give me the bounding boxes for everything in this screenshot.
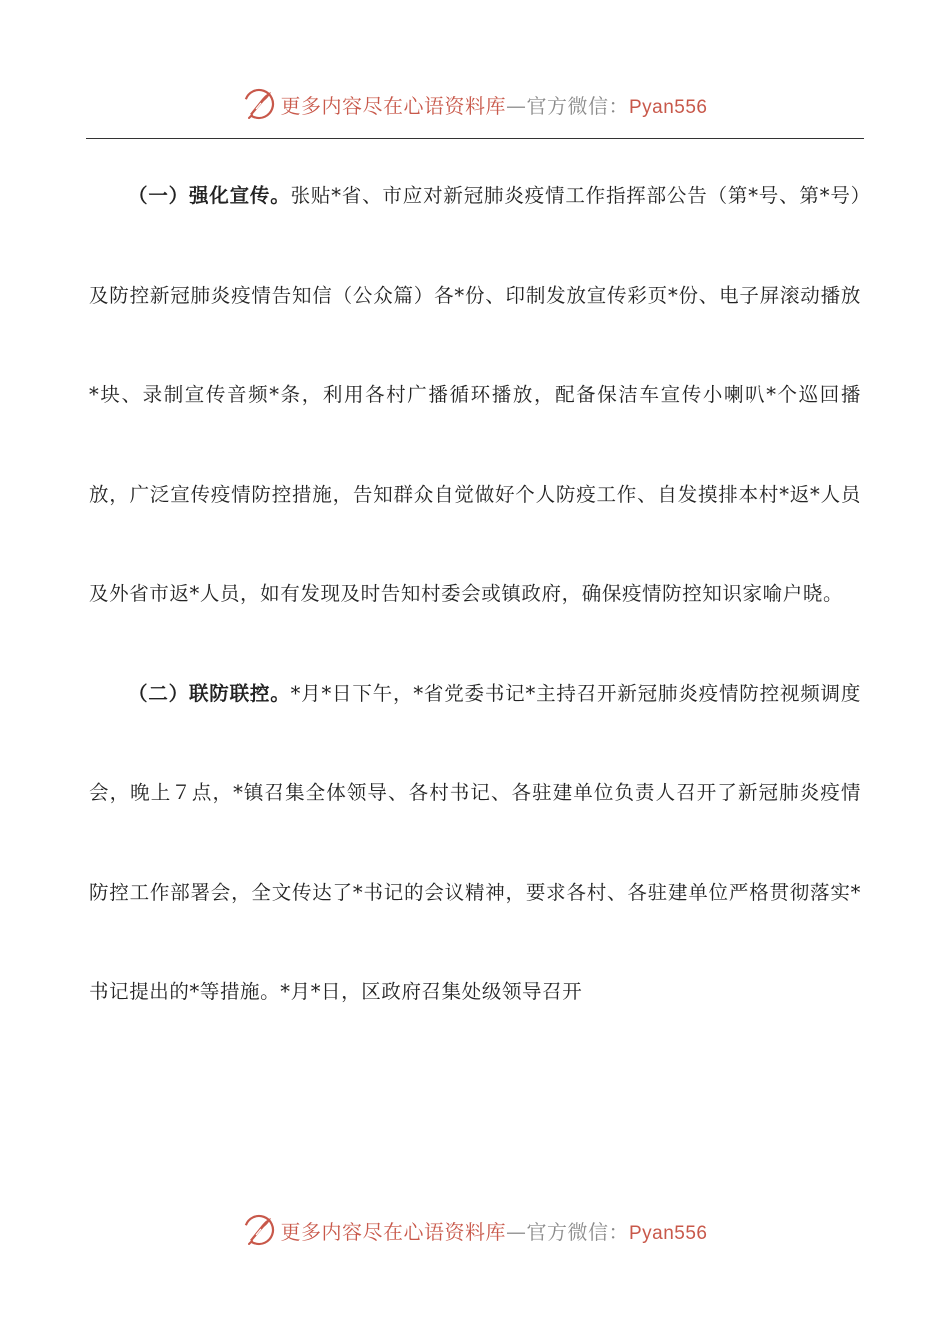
paragraph-text: *月*日下午，*省党委书记*主持召开新冠肺炎疫情防控视频调度会，晚上７点，*镇召集全体领导、各村书记、各驻建单位负责人召开了新冠肺炎疫情防控工作部署会，全文传达了*书记的会议精神，要求各村、各驻建单位严格贯彻落实*书记提出的*等措施。*月*日，区政府召集处级领导召开 — [89, 681, 861, 1003]
brand-name: 更多内容尽在心语资料库 — [280, 1219, 506, 1244]
quill-pen-circle-icon — [242, 87, 276, 121]
paragraph-publicity — [89, 146, 861, 644]
brand-wechat-id: Pyan556 — [628, 1222, 708, 1244]
document-body — [89, 146, 861, 1042]
footer-watermark-text — [280, 1216, 707, 1245]
paragraph-joint-control — [89, 644, 861, 1042]
paragraph-heading: （一）强化宣传。 — [128, 184, 291, 207]
paragraph-text: 张贴*省、市应对新冠肺炎疫情工作指挥部公告（第*号、第*号）及防控新冠肺炎疫情告知信（公众篇）各*份、印制发放宣传彩页*份、电子屏滚动播放*块、录制宣传音频*条，利用各村广播循环播放，配备保洁车宣传小喇叭*个巡回播放，广泛宣传疫情防控措施，告知群众自觉做好个人防疫工作、自发摸排本村*返*人员及外省市返*人员，如有发现及时告知村委会或镇政府，确保疫情防控知识家喻户晓。 — [89, 184, 861, 605]
header-divider — [86, 138, 864, 139]
footer-watermark — [0, 1210, 950, 1250]
brand-name: 更多内容尽在心语资料库 — [280, 93, 506, 118]
brand-dash: — — [505, 1219, 527, 1244]
brand-wechat-id: Pyan556 — [628, 96, 708, 118]
brand-wechat-label: 官方微信： — [526, 1219, 629, 1244]
header-watermark — [0, 84, 950, 124]
quill-pen-circle-icon — [242, 1213, 276, 1247]
brand-wechat-label: 官方微信： — [526, 93, 629, 118]
brand-dash: — — [505, 93, 527, 118]
paragraph-heading: （二）联防联控。 — [128, 681, 291, 705]
header-watermark-text — [280, 90, 707, 119]
